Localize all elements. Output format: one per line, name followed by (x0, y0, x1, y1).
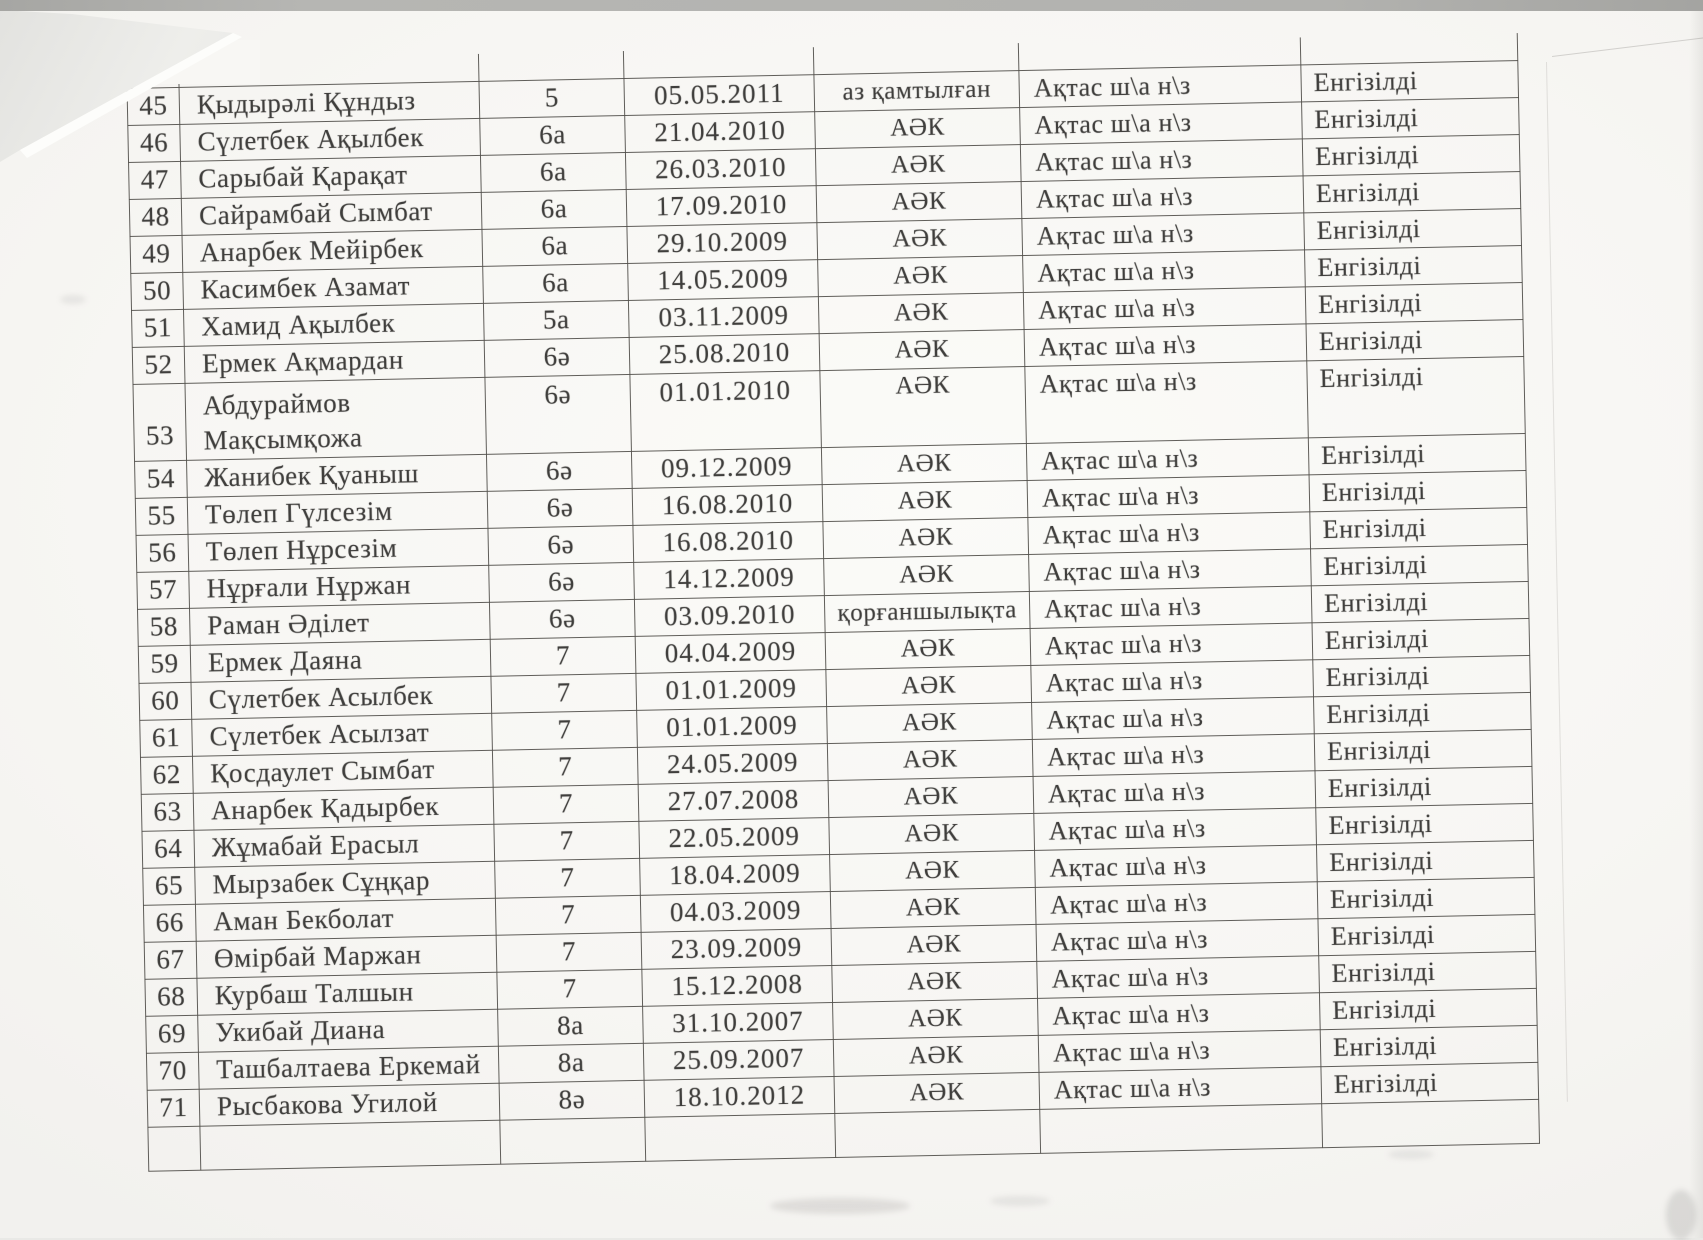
location-cell: Ақтас ш\а н\з (1026, 438, 1309, 481)
status-cell: Енгізілді (1309, 470, 1527, 511)
student-table (126, 33, 1540, 1171)
location-cell: Ақтас ш\а н\з (1023, 286, 1306, 329)
location-cell: Ақтас ш\а н\з (1037, 992, 1320, 1035)
row-number-cell: 67 (144, 941, 197, 979)
student-name-cell: Жанибек Қуаныш (187, 454, 488, 497)
row-number-cell: 68 (145, 978, 198, 1016)
birthdate-cell: 01.01.2009 (636, 669, 827, 710)
row-number-cell: 69 (146, 1015, 199, 1053)
status-cell: Енгізілді (1320, 1025, 1538, 1066)
grade-cell: 6а (480, 115, 626, 155)
row-number-cell: 64 (142, 830, 195, 868)
status-cell: Енгізілді (1312, 618, 1530, 659)
category-cell: АӘК (821, 443, 1027, 484)
student-name-cell: Ермек Ақмардан (184, 340, 485, 383)
row-number-cell (148, 1126, 201, 1171)
student-name-cell: Ермек Даяна (190, 639, 491, 682)
category-cell: қорғаншылықта (824, 591, 1030, 632)
grade-cell: 7 (497, 969, 643, 1009)
category-cell: аз қамтылған (814, 70, 1020, 111)
birthdate-cell: 22.05.2009 (639, 817, 830, 858)
grade-cell: 6ә (485, 374, 632, 454)
status-cell: Енгізілді (1302, 134, 1520, 175)
grade-cell: 7 (492, 747, 638, 787)
location-cell: Ақтас ш\а н\з (1033, 771, 1316, 814)
status-cell: Енгізілді (1308, 433, 1526, 474)
birthdate-cell: 16.08.2010 (633, 521, 824, 562)
birthdate-cell: 05.05.2011 (624, 74, 815, 115)
student-name-cell: Сүлетбек Асылзат (192, 713, 493, 756)
student-name-cell: Хамид Ақылбек (183, 303, 484, 346)
status-cell: Енгізілді (1305, 245, 1523, 286)
row-number-cell: 51 (131, 309, 184, 347)
status-cell: Енгізілді (1302, 97, 1520, 138)
grade-cell (478, 51, 624, 81)
row-number-cell: 59 (138, 645, 191, 683)
row-number-cell: 71 (147, 1089, 200, 1127)
location-cell: Ақтас ш\а н\з (1039, 1066, 1322, 1109)
category-cell: АӘК (815, 144, 1021, 185)
student-name-cell: Ташбалтаева Еркемай (198, 1046, 499, 1089)
status-cell: Енгізілді (1304, 208, 1522, 249)
location-cell: Ақтас ш\а н\з (1019, 64, 1302, 107)
birthdate-cell: 14.12.2009 (634, 558, 825, 599)
status-cell: Енгізілді (1318, 914, 1536, 955)
status-cell: Енгізілді (1311, 544, 1529, 585)
grade-cell: 6ә (487, 488, 633, 528)
category-cell: АӘК (818, 292, 1024, 333)
location-cell: Ақтас ш\а н\з (1020, 101, 1303, 144)
location-cell: Ақтас ш\а н\з (1037, 955, 1320, 998)
birthdate-cell: 01.01.2009 (637, 706, 828, 747)
row-number-cell: 48 (129, 198, 182, 236)
category-cell: АӘК (822, 480, 1028, 521)
location-cell: Ақтас ш\а н\з (1029, 586, 1312, 629)
category-cell: АӘК (818, 255, 1024, 296)
birthdate-cell: 14.05.2009 (628, 259, 819, 300)
category-cell (813, 43, 1019, 74)
grade-cell: 7 (490, 636, 636, 676)
birthdate-cell: 24.05.2009 (637, 743, 828, 784)
birthdate-cell: 03.11.2009 (628, 296, 819, 337)
category-cell (835, 1109, 1041, 1157)
grade-cell: 6ә (484, 337, 630, 377)
row-number-cell: 63 (141, 793, 194, 831)
grade-cell: 5 (479, 78, 625, 118)
student-name-cell: Нұрғали Нұржан (189, 565, 490, 608)
location-cell: Ақтас ш\а н\з (1034, 808, 1317, 851)
category-cell: АӘК (820, 366, 1027, 447)
status-cell: Енгізілді (1316, 803, 1534, 844)
category-cell: АӘК (831, 924, 1037, 965)
birthdate-cell (645, 1113, 836, 1161)
birthdate-cell: 16.08.2010 (632, 484, 823, 525)
status-cell: Енгізілді (1319, 951, 1537, 992)
status-cell: Енгізілді (1314, 729, 1532, 770)
location-cell: Ақтас ш\а н\з (1035, 882, 1318, 925)
category-cell: АӘК (827, 702, 1033, 743)
student-name-cell: Сүлетбек Асылбек (191, 676, 492, 719)
birthdate-cell: 01.01.2010 (630, 370, 822, 451)
row-number-cell: 50 (131, 272, 184, 310)
row-number-cell: 54 (135, 460, 188, 498)
student-name-cell: Сүлетбек Ақылбек (180, 118, 481, 161)
location-cell: Ақтас ш\а н\з (1029, 549, 1312, 592)
row-number-cell: 65 (143, 867, 196, 905)
grade-cell: 7 (492, 710, 638, 750)
row-number-cell: 53 (133, 383, 187, 461)
birthdate-cell: 17.09.2010 (626, 185, 817, 226)
student-name-cell: Касимбек Азамат (183, 266, 484, 309)
birthdate-cell: 03.09.2010 (634, 595, 825, 636)
grade-cell: 8а (498, 1006, 644, 1046)
birthdate-cell: 18.04.2009 (640, 854, 831, 895)
status-cell: Енгізілді (1321, 1062, 1539, 1103)
birthdate-cell: 23.09.2009 (641, 928, 832, 969)
grade-cell: 7 (495, 895, 641, 935)
student-name-cell: Курбаш Талшын (197, 972, 498, 1015)
grade-cell: 5а (483, 300, 629, 340)
category-cell: АӘК (833, 998, 1039, 1039)
category-cell: АӘК (817, 218, 1023, 259)
student-name-cell: Абдураймов Мақсымқожа (185, 377, 486, 460)
student-name-cell: Укибай Диана (198, 1009, 499, 1052)
scan-smudge (1388, 1150, 1434, 1159)
category-cell: АӘК (827, 739, 1033, 780)
row-number-cell: 58 (138, 608, 191, 646)
location-cell: Ақтас ш\а н\з (1038, 1029, 1321, 1072)
birthdate-cell: 25.08.2010 (629, 333, 820, 374)
row-number-cell: 52 (132, 346, 185, 384)
category-cell: АӘК (832, 961, 1038, 1002)
status-cell: Енгізілді (1303, 171, 1521, 212)
birthdate-cell: 31.10.2007 (643, 1002, 834, 1043)
location-cell: Ақтас ш\а н\з (1032, 697, 1315, 740)
location-cell: Ақтас ш\а н\з (1022, 212, 1305, 255)
birthdate-cell: 04.03.2009 (640, 891, 831, 932)
grade-cell (500, 1117, 646, 1164)
status-cell: Енгізілді (1301, 60, 1519, 101)
status-cell: Енгізілді (1315, 766, 1533, 807)
birthdate-cell (623, 47, 814, 78)
scanner-edge-band (0, 0, 1703, 11)
grade-cell: 8а (498, 1043, 644, 1083)
status-cell: Енгізілді (1307, 356, 1526, 438)
category-cell: АӘК (815, 107, 1021, 148)
birthdate-cell: 27.07.2008 (638, 780, 829, 821)
grade-cell: 7 (496, 932, 642, 972)
birthdate-cell: 15.12.2008 (642, 965, 833, 1006)
category-cell: АӘК (830, 850, 1036, 891)
birthdate-cell: 29.10.2009 (627, 222, 818, 263)
location-cell: Ақтас ш\а н\з (1027, 475, 1310, 518)
status-cell (1322, 1099, 1540, 1147)
category-cell: АӘК (829, 813, 1035, 854)
birthdate-cell: 09.12.2009 (631, 447, 822, 488)
status-cell: Енгізілді (1305, 282, 1523, 323)
location-cell: Ақтас ш\а н\з (1023, 249, 1306, 292)
row-number-cell: 61 (140, 719, 193, 757)
student-name-cell: Төлеп Нұрсезім (188, 528, 489, 571)
scan-smudge (990, 1196, 1050, 1206)
scan-smudge (770, 1198, 910, 1214)
category-cell: АӘК (819, 329, 1025, 370)
location-cell: Ақтас ш\а н\з (1031, 660, 1314, 703)
page-edge-line (1546, 62, 1568, 1102)
category-cell: АӘК (816, 181, 1022, 222)
row-number-cell: 47 (129, 161, 182, 199)
student-name-cell: Раман Әділет (189, 602, 490, 645)
student-name-cell: Рысбакова Угилой (199, 1083, 500, 1126)
category-cell: АӘК (824, 554, 1030, 595)
scan-smudge (1666, 1190, 1696, 1240)
birthdate-cell: 21.04.2010 (625, 111, 816, 152)
student-name-cell: Сайрамбай Сымбат (181, 192, 482, 235)
student-name-cell: Анарбек Қадырбек (193, 787, 494, 830)
scan-right-shadow (1689, 0, 1703, 1238)
row-number-cell: 66 (143, 904, 196, 942)
grade-cell: 6а (480, 152, 626, 192)
status-cell: Енгізілді (1319, 988, 1537, 1029)
grade-cell: 6ә (489, 562, 635, 602)
grade-cell: 6а (482, 226, 628, 266)
location-cell: Ақтас ш\а н\з (1030, 623, 1313, 666)
student-name-cell: Өмірбай Маржан (196, 935, 497, 978)
grade-cell: 6ә (488, 525, 634, 565)
location-cell: Ақтас ш\а н\з (1020, 138, 1303, 181)
birthdate-cell: 18.10.2012 (644, 1076, 835, 1117)
student-name-cell: Төлеп Гүлсезім (187, 491, 488, 534)
student-name-cell: Сарыбай Қарақат (181, 155, 482, 198)
location-cell: Ақтас ш\а н\з (1032, 734, 1315, 777)
row-number-cell: 49 (130, 235, 183, 273)
status-cell: Енгізілді (1310, 507, 1528, 548)
student-name-cell: Аман Бекболат (195, 898, 496, 941)
student-table-wrap (126, 33, 1539, 1171)
row-number-cell: 45 (127, 87, 180, 125)
location-cell (1040, 1103, 1323, 1153)
grade-cell: 6ә (489, 599, 635, 639)
category-cell: АӘК (823, 517, 1029, 558)
status-cell: Енгізілді (1313, 655, 1531, 696)
birthdate-cell: 04.04.2009 (635, 632, 826, 673)
grade-cell: 7 (491, 673, 637, 713)
location-cell: Ақтас ш\а н\з (1025, 360, 1308, 443)
student-name-cell: Мырзабек Сұңқар (195, 861, 496, 904)
location-cell: Ақтас ш\а н\з (1021, 175, 1304, 218)
category-cell: АӘК (834, 1072, 1040, 1113)
location-cell: Ақтас ш\а н\з (1028, 512, 1311, 555)
status-cell: Енгізілді (1317, 877, 1535, 918)
grade-cell: 7 (493, 784, 639, 824)
grade-cell: 7 (494, 821, 640, 861)
birthdate-cell: 25.09.2007 (643, 1039, 834, 1080)
status-cell: Енгізілді (1306, 319, 1524, 360)
row-number-cell: 70 (146, 1052, 199, 1090)
student-name-cell: Жұмабай Ерасыл (194, 824, 495, 867)
category-cell: АӘК (833, 1035, 1039, 1076)
row-number-cell: 60 (139, 682, 192, 720)
student-name-cell: Қыдырәлі Құндыз (179, 81, 480, 124)
row-number-cell: 55 (135, 497, 188, 535)
grade-cell: 7 (495, 858, 641, 898)
scan-smudge (60, 295, 86, 304)
status-cell: Енгізілді (1313, 692, 1531, 733)
location-cell: Ақтас ш\а н\з (1024, 323, 1307, 366)
birthdate-cell: 26.03.2010 (625, 148, 816, 189)
row-number-cell: 56 (136, 534, 189, 572)
location-cell: Ақтас ш\а н\з (1035, 845, 1318, 888)
category-cell: АӘК (830, 887, 1036, 928)
category-cell: АӘК (825, 628, 1031, 669)
student-name-cell: Қосдаулет Сымбат (192, 750, 493, 793)
grade-cell: 6а (483, 263, 629, 303)
grade-cell: 6а (481, 189, 627, 229)
status-cell: Енгізілді (1316, 840, 1534, 881)
category-cell: АӘК (826, 665, 1032, 706)
location-cell: Ақтас ш\а н\з (1036, 919, 1319, 962)
category-cell: АӘК (828, 776, 1034, 817)
status-cell: Енгізілді (1311, 581, 1529, 622)
row-number-cell: 57 (137, 571, 190, 609)
table-body (126, 33, 1539, 1171)
row-number-cell: 62 (140, 756, 193, 794)
student-name-cell (200, 1120, 501, 1170)
top-right-cut-line (1552, 37, 1703, 57)
student-name-cell: Анарбек Мейірбек (182, 229, 483, 272)
grade-cell: 8ә (499, 1080, 645, 1120)
grade-cell: 6ә (486, 451, 632, 491)
row-number-cell: 46 (128, 124, 181, 162)
